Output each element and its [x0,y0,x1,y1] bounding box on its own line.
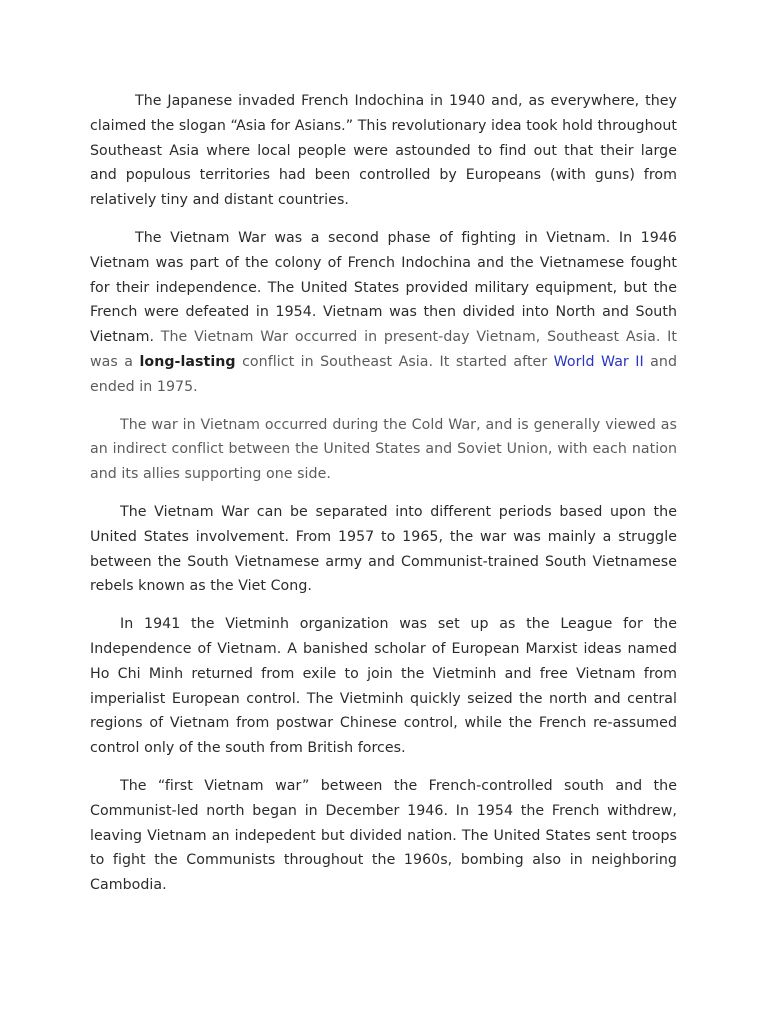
bold-term: long-lasting [139,353,236,370]
paragraph-japanese-invasion: The Japanese invaded French Indochina in 1940 and, as everywhere, they claimed the slogan “Asia for Asians.” This revolutionary idea took hold throughout Southeast Asia where local people were astounded to find out that their large and populous territories had been controlled by Europeans (with guns) from relatively tiny and distant countries. [90,93,677,209]
paragraph-text-segment-secondary: and ended in 1975. [90,353,678,395]
paragraph-vietnam-war-phase [90,226,677,400]
document-body [90,89,677,911]
paragraph-text-segment: The Vietnam War was a second phase of fighting in Vietnam. In 1946 Vietnam was part of the colony of French Indochina and the Vietnamese fought for their independence. The United States provided military equipment, but the French were defeated in 1954. Vietnam was then divided into North and South Vietnam. [90,229,677,346]
paragraph-us-involvement: The Vietnam War can be separated into different periods based upon the United States involvement. From 1957 to 1965, the war was mainly a struggle between the South Vietnamese army and Communist-trained South Vietnamese rebels known as the Viet Cong. [90,503,677,595]
paragraph-text-segment-secondary: The Vietnam War occurred in present-day Vietnam, Southeast Asia. It was a [90,329,677,370]
paragraph-vietminh: In 1941 the Vietminh organization was set up as the League for the Independence of Vietnam. A banished scholar of European Marxist ideas named Ho Chi Minh returned from exile to join the Vietminh and free Vietnam from imperialist European control. The Vietminh quickly seized the north and central regions of Vietnam from postwar Chinese control, while the French re-assumed control only of the south from British forces. [90,616,677,757]
world-war-ii-link[interactable]: World War II [553,353,644,370]
paragraph-first-vietnam-war: The “first Vietnam war” between the French-controlled south and the Communist-led north began in December 1946. In 1954 the French withdrew, leaving Vietnam an indepedent but divided nation. The United States sent troops to fight the Communists throughout the 1960s, bombing also in neighboring Cambodia. [90,777,677,894]
paragraph-cold-war: The war in Vietnam occurred during the Cold War, and is generally viewed as an indirect conflict between the United States and Soviet Union, with each nation and its allies supporting one side. [90,416,677,483]
paragraph-text-segment-secondary: conflict in Southeast Asia. It started after [235,353,554,370]
